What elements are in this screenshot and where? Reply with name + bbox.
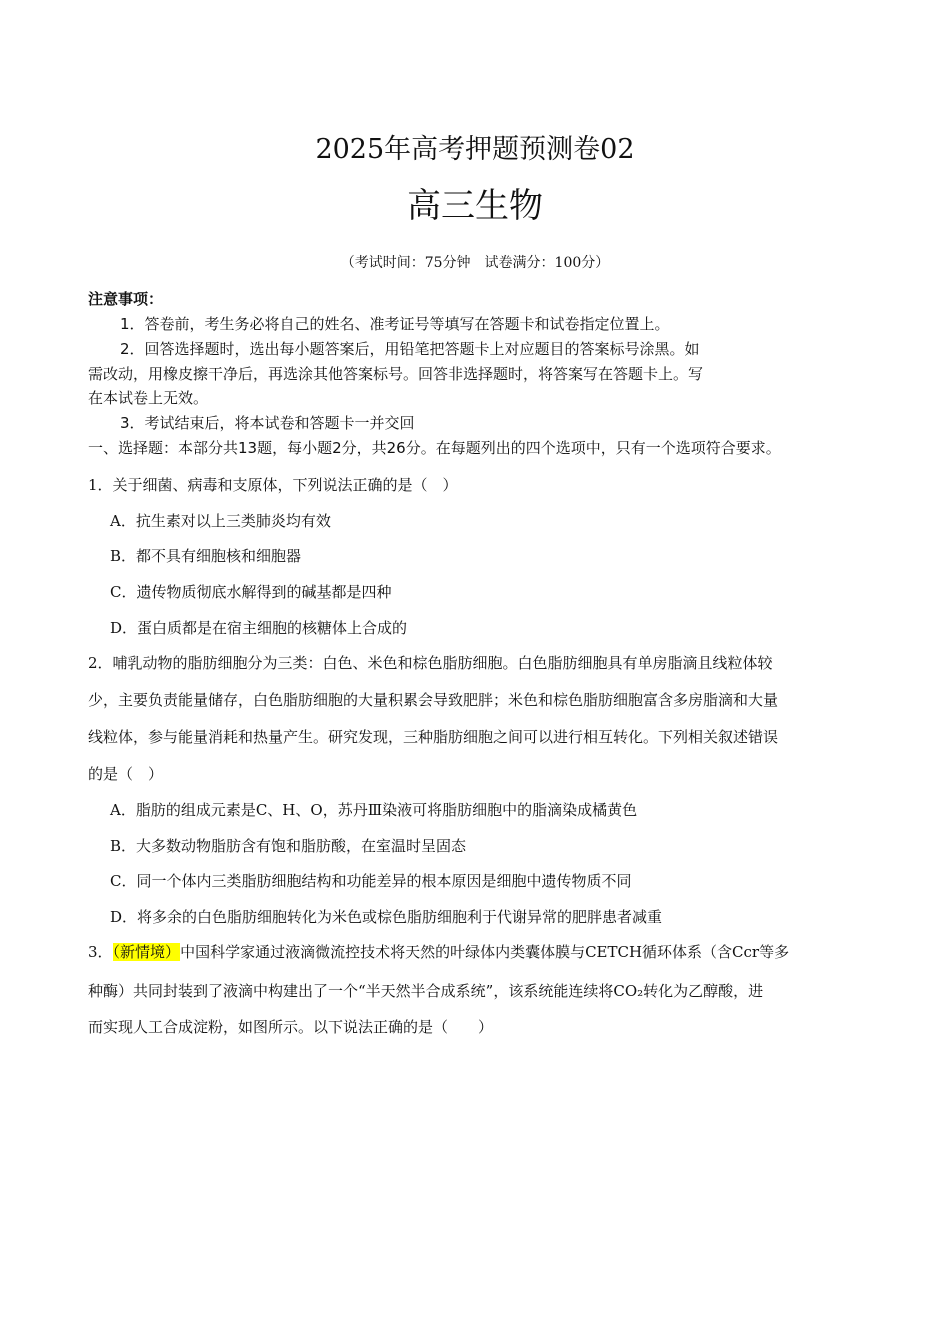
question-2-stem-line-4: 的是（ ） (88, 765, 164, 783)
question-2-option-b: B．大多数动物脂肪含有饱和脂肪酸，在室温时呈固态 (110, 837, 467, 855)
question-1-option-c: C．遗传物质彻底水解得到的碱基都是四种 (110, 583, 392, 601)
notice-item-1: 1．答卷前，考生务必将自己的姓名、准考证号等填写在答题卡和试卷指定位置上。 (120, 315, 670, 333)
notice-item-2-line-2: 需改动，用橡皮擦干净后，再选涂其他答案标号。回答非选择题时，将答案写在答题卡上。写 (88, 365, 704, 383)
question-2-option-d: D．将多余的白色脂肪细胞转化为米色或棕色脂肪细胞利于代谢异常的肥胖患者减重 (110, 908, 663, 926)
question-2-stem-line-2: 少，主要负责能量储存，白色脂肪细胞的大量积累会导致肥胖；米色和棕色脂肪细胞富含多房脂滴和大量 (88, 691, 779, 709)
notice-item-2-line-1: 2．回答选择题时，选出每小题答案后，用铅笔把答题卡上对应题目的答案标号涂黑。如 (120, 340, 700, 358)
question-3-stem-line-2: 种酶）共同封装到了液滴中构建出了一个“半天然半合成系统”，该系统能连续将CO₂转化为乙醇酸，进 (88, 982, 764, 1000)
notice-item-3: 3．考试结束后，将本试卷和答题卡一并交回 (120, 414, 415, 432)
question-2-option-a: A．脂肪的组成元素是C、H、O，苏丹Ⅲ染液可将脂肪细胞中的脂滴染成橘黄色 (110, 801, 638, 819)
exam-info: （考试时间：75分钟 试卷满分：100分） (340, 255, 610, 271)
subject-title: 高三生物 (407, 186, 543, 226)
question-1-option-d: D．蛋白质都是在宿主细胞的核糖体上合成的 (110, 619, 408, 637)
notice-heading: 注意事项： (88, 290, 164, 308)
notice-item-2-line-3: 在本试卷上无效。 (88, 389, 209, 407)
new-context-tag: （新情境） (112, 943, 181, 961)
question-3-stem-line-1 (88, 940, 868, 964)
question-3-stem-line-3: 而实现人工合成淀粉，如图所示。以下说法正确的是（ ） (88, 1018, 494, 1036)
exam-title: 2025年高考押题预测卷02 (315, 134, 635, 165)
question-3-stem-text: 中国科学家通过液滴微流控技术将天然的叶绿体内类囊体膜与CETCH循环体系（含Ccr等多 (180, 943, 790, 961)
question-2-stem-line-1: 2．哺乳动物的脂肪细胞分为三类：白色、米色和棕色脂肪细胞。白色脂肪细胞具有单房脂滴且线粒体较 (88, 654, 773, 672)
question-1-option-b: B．都不具有细胞核和细胞器 (110, 547, 302, 565)
section-heading: 一、选择题：本部分共13题，每小题2分，共26分。在每题列出的四个选项中，只有一个选项符合要求。 (88, 439, 781, 457)
question-2-stem-line-3: 线粒体，参与能量消耗和热量产生。研究发现，三种脂肪细胞之间可以进行相互转化。下列相关叙述错误 (88, 728, 779, 746)
question-1-stem: 1．关于细菌、病毒和支原体，下列说法正确的是（ ） (88, 476, 458, 494)
question-3-number: 3． (88, 943, 113, 961)
question-2-option-c: C．同一个体内三类脂肪细胞结构和功能差异的根本原因是细胞中遗传物质不同 (110, 872, 632, 890)
question-1-option-a: A．抗生素对以上三类肺炎均有效 (110, 512, 331, 530)
